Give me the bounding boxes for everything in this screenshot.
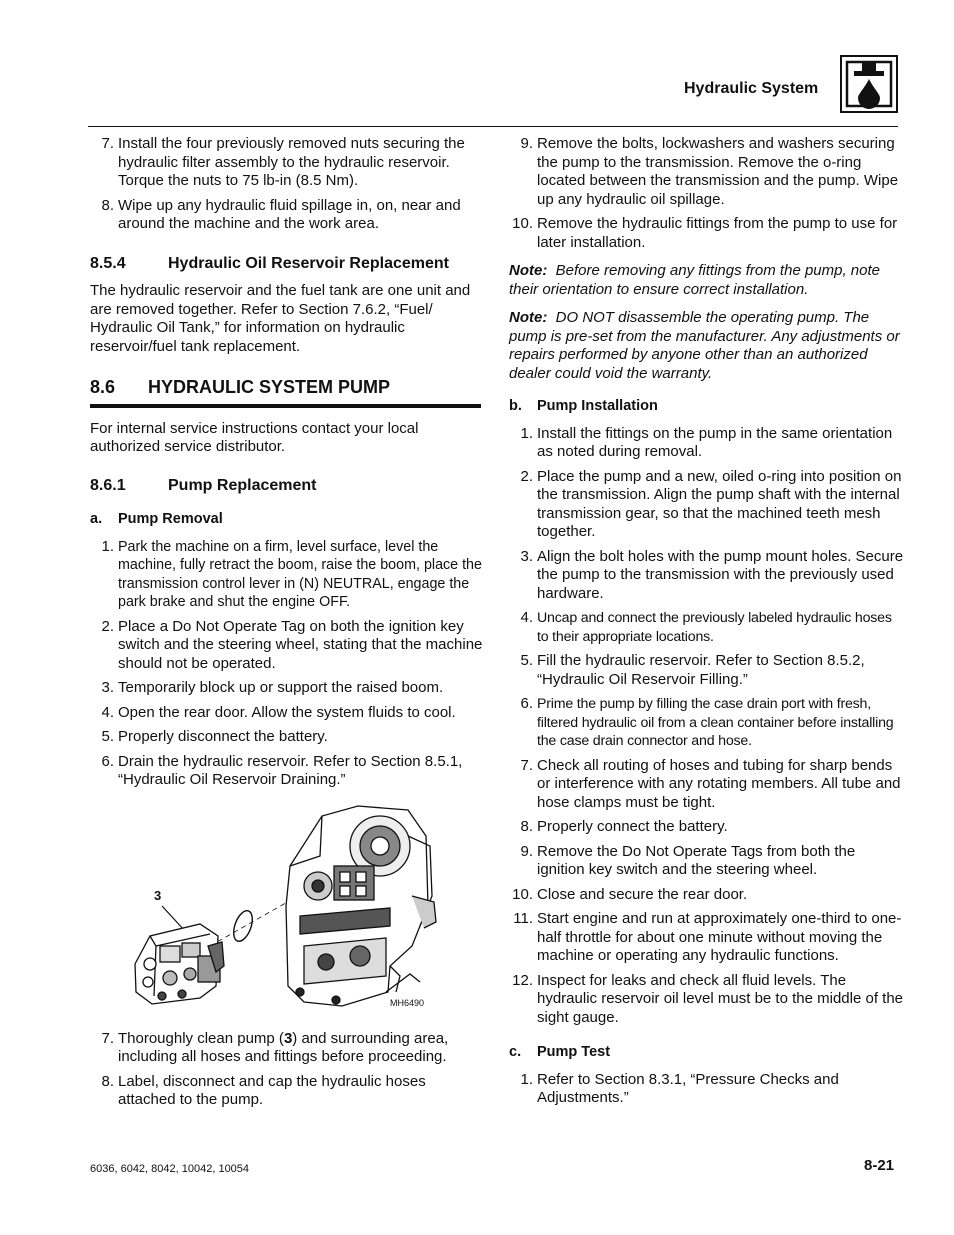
left-column [90,135,485,1116]
section-number: 8.6 [90,377,116,397]
section-rule [90,404,481,408]
item-text-part: ) and surrounding area, including all hoses and fittings before proceeding. [118,1029,449,1065]
note-text: Before removing any fittings from the pump, note their orientation to ensure correct installation. [509,262,881,298]
item-number: 12. [512,971,533,989]
note-label: Note: [509,262,548,279]
subheading-title: Pump Test [537,1044,611,1060]
list-item [90,197,485,234]
section-title: HYDRAULIC SYSTEM PUMP [148,377,391,397]
list-item [509,886,904,905]
item-number: 10. [512,885,533,903]
list-item [90,1073,485,1110]
list-item [509,757,904,813]
item-number: 3. [101,679,114,696]
right-column [509,135,904,1114]
list-item [509,468,904,542]
note [509,262,904,299]
item-text: Uncap and connect the previously labeled hydraulic hoses to their appropriate locations. [537,610,892,645]
item-text: Temporarily block up or support the raised boom. [118,679,444,696]
footer-models: 6036, 6042, 8042, 10042, 10054 [90,1163,250,1175]
section-body: For internal service instructions contact your local authorized service distributor. [90,419,419,455]
item-text: Properly connect the battery. [537,818,728,835]
item-number: 1. [101,537,114,555]
section-heading-8-5-4 [90,255,485,274]
pump-transmission-illustration [90,796,485,1022]
item-text: Align the bolt holes with the pump mount holes. Secure the pump to the transmission with the previously used hardware. [537,547,904,602]
item-number: 7. [101,1029,114,1047]
section-title: Hydraulic Oil Reservoir Replacement [168,254,449,272]
list-item [509,215,904,252]
item-text: Properly disconnect the battery. [118,728,328,745]
list-item [509,695,904,751]
figure-code: MH6490 [390,997,425,1008]
item-text: Open the rear door. Allow the system fluids to cool. [118,703,456,721]
item-number: 1. [520,424,533,442]
item-text: Install the four previously removed nuts securing the hydraulic filter assembly to the hydraulic reservoir. Torque the nuts to 75 lb-in (8.5 Nm). [118,135,465,189]
page-header-title: Hydraulic System [684,80,819,97]
subheading-title: Pump Installation [537,398,658,414]
item-number: 11. [513,910,533,927]
item-text: Label, disconnect and cap the hydraulic hoses attached to the pump. [118,1072,426,1108]
list-item [509,1071,904,1108]
list-item [509,910,904,966]
hydraulic-system-icon [840,55,898,113]
subheading-pump-installation [509,397,904,416]
subheading-letter: b. [509,398,522,414]
figure-callout-number: 3 [154,887,162,903]
list-item [509,425,904,462]
section-number: 8.5.4 [90,254,126,272]
item-number: 2. [101,617,114,635]
item-number: 9. [520,135,533,152]
item-number: 1. [520,1070,533,1088]
item-number: 3. [520,547,533,565]
item-number: 10. [512,215,533,232]
item-number: 4. [101,703,114,721]
list-item [509,818,904,837]
item-text: Drain the hydraulic reservoir. Refer to Section 8.5.1, “Hydraulic Oil Reservoir Draining.” [118,752,463,788]
section-heading-8-6 [90,378,485,397]
subheading-letter: a. [90,511,103,527]
item-text: Close and secure the rear door. [537,885,748,903]
list-item [509,652,904,689]
list-item [90,679,485,698]
list-item [90,704,485,723]
subheading-pump-removal [90,510,485,529]
list-item [509,843,904,880]
item-text: Inspect for leaks and check all fluid levels. The hydraulic reservoir oil level must be to the middle of the sight gauge. [537,971,904,1026]
list-item [509,609,904,646]
list-item [509,972,904,1028]
item-number: 8. [101,196,114,214]
subheading-title: Pump Removal [118,511,223,527]
item-text: Remove the bolts, lockwashers and washers securing the pump to the transmission. Remove the o-ring located between the transmission and the pump. Wipe up any hydraulic oil spillage. [537,135,899,208]
section-body: The hydraulic reservoir and the fuel tank are one unit and are removed together. Refer to Section 7.6.2, “Fuel/ Hydraulic Oil Tank,” for information on hydraulic reservoir/fuel tank replacement. [90,282,471,355]
list-item [509,135,904,209]
item-number: 7. [520,756,533,774]
item-text: Remove the Do Not Operate Tags from both the ignition key switch and the steering wheel. [537,842,856,878]
item-number: 7. [101,135,114,152]
item-text: Place a Do Not Operate Tag on both the ignition key switch and the steering wheel, stating that the machine should not be operated. [118,617,483,672]
item-text: Place the pump and a new, oiled o-ring into position on the transmission. Align the pump shaft with the internal transmission gear, so that the machined teeth mesh together. [537,467,902,540]
item-number: 5. [101,728,114,745]
item-number: 2. [520,467,533,485]
item-text-part: Thoroughly clean pump ( [118,1029,284,1047]
item-text: Refer to Section 8.3.1, “Pressure Checks and Adjustments.” [537,1070,839,1106]
section-number: 8.6.1 [90,476,126,494]
item-text: Install the fittings on the pump in the same orientation as noted during removal. [537,424,893,460]
list-item [90,135,485,191]
note-text: DO NOT disassemble the operating pump. The pump is pre-set from the manufacturer. Any adjustments or repairs performed by anyone other than an authorized dealer could void the warranty. [509,309,900,382]
item-number: 8. [101,1072,114,1090]
item-number: 6. [520,695,533,712]
item-text: Fill the hydraulic reservoir. Refer to Section 8.5.2, “Hydraulic Oil Reservoir Filling.” [537,652,865,688]
list-item [90,1030,485,1067]
item-text: Remove the hydraulic fittings from the pump to use for later installation. [537,215,898,251]
list-item [90,538,485,612]
item-text: Wipe up any hydraulic fluid spillage in, on, near and around the machine and the work area. [118,196,461,232]
item-number: 5. [520,652,533,669]
item-number: 4. [520,609,533,626]
item-text: Park the machine on a firm, level surface, level the machine, fully retract the boom, raise the boom, place the transmission control lever in (N) NEUTRAL, engage the park brake and shut the engine OFF. [118,538,482,610]
note [509,309,904,383]
subheading-letter: c. [509,1044,522,1060]
item-text: Prime the pump by filling the case drain port with fresh, filtered hydraulic oil from a clean container before installing the case drain connector and hose. [537,696,894,749]
item-text: Check all routing of hoses and tubing for sharp bends or interference with any rotating members. All tube and hose clamps must be tight. [537,756,901,811]
header-rule [88,126,898,127]
list-item [90,728,485,747]
note-label: Note: [509,309,548,326]
item-number: 6. [101,752,114,770]
item-number: 8. [520,818,533,835]
list-item [90,753,485,790]
page-number: 8-21 [864,1157,895,1174]
callout-reference: 3 [283,1029,293,1047]
pump-figure [90,796,485,1022]
list-item [509,548,904,604]
list-item [90,618,485,674]
section-title: Pump Replacement [168,476,317,494]
item-number: 9. [520,842,533,860]
item-text [118,1030,448,1066]
section-heading-8-6-1 [90,477,485,496]
item-text: Start engine and run at approximately one-third to one-half throttle for about one minute without moving the machine or operating any hydraulic functions. [537,910,902,964]
subheading-pump-test [509,1043,904,1062]
